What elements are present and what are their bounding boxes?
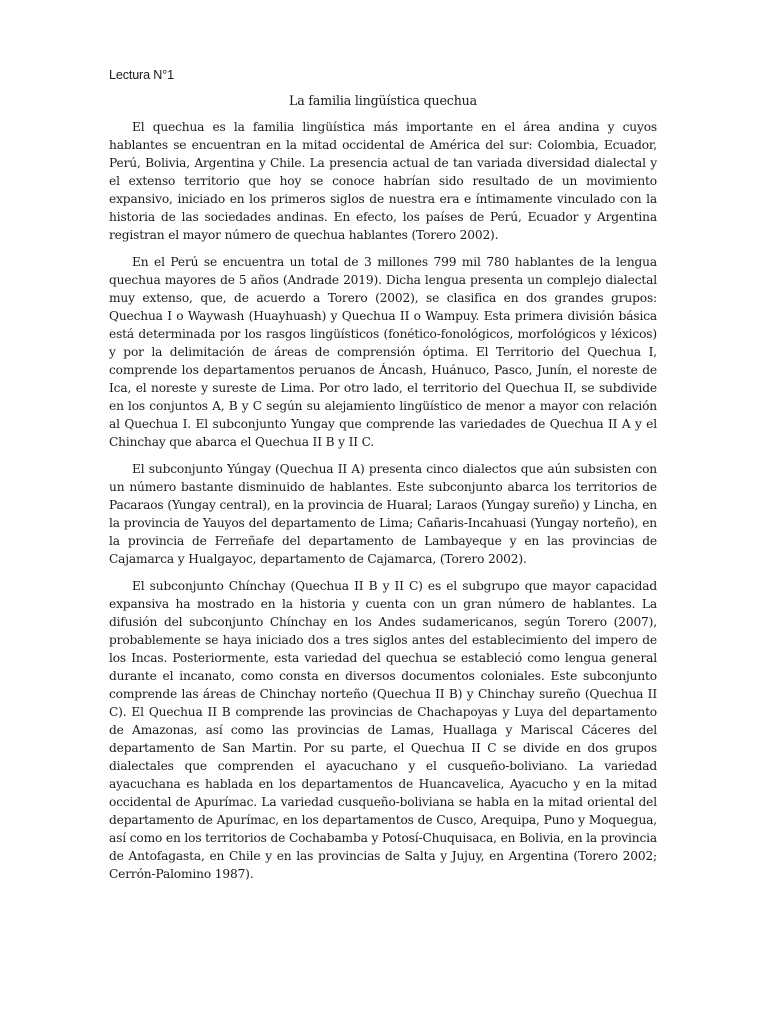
paragraph-1: El quechua es la familia lingüística más importante en el área andina y cuyos hablantes se encuentran en la mitad occidental de América del sur: Colombia, Ecuador, Perú, Bolivia, Argentina y Chile. La presencia actual de tan variada diversidad dialectal y el extenso territorio que hoy se conoce habrían sido resultado de un movimiento expansivo, iniciado en los primeros siglos de nuestra era e íntimamente vinculado con la historia de las sociedades andinas. En efecto, los países de Perú, Ecuador y Argentina registran el mayor número de quechua hablantes (Torero 2002). — [109, 120, 657, 242]
document-title: La familia lingüística quechua — [289, 93, 477, 108]
document-body — [109, 66, 657, 892]
paragraph-2: En el Perú se encuentra un total de 3 millones 799 mil 780 hablantes de la lengua quechua mayores de 5 años (Andrade 2019). Dicha lengua presenta un complejo dialectal muy extenso, que, de acuerdo a Torero (2002), se clasifica en dos grandes grupos: Quechua I o Waywash (Huayhuash) y Quechua II o Wampuy. Esta primera división básica está determinada por los rasgos lingüísticos (fonético-fonológicos, morfológicos y léxicos) y por la delimitación de áreas de comprensión óptima. El Territorio del Quechua I, comprende los departamentos peruanos de Áncash, Huánuco, Pasco, Junín, el noreste de Ica, el noreste y sureste de Lima. Por otro lado, el territorio del Quechua II, se subdivide en los conjuntos A, B y C según su alejamiento lingüístico de menor a mayor con relación al Quechua I. El subconjunto Yungay que comprende las variedades de Quechua II A y el Chinchay que abarca el Quechua II B y II C. — [109, 255, 657, 449]
paragraph-3: El subconjunto Yúngay (Quechua II A) presenta cinco dialectos que aún subsisten con un número bastante disminuido de hablantes. Este subconjunto abarca los territorios de Pacaraos (Yungay central), en la provincia de Huaral; Laraos (Yungay sureño) y Lincha, en la provincia de Yauyos del departamento de Lima; Cañaris-Incahuasi (Yungay norteño), en la provincia de Ferreñafe del departamento de Lambayeque y en las provincias de Cajamarca y Hualgayoc, departamento de Cajamarca, (Torero 2002). — [109, 462, 657, 566]
paragraph-4: El subconjunto Chínchay (Quechua II B y II C) es el subgrupo que mayor capacidad expansiva ha mostrado en la historia y cuenta con un gran número de hablantes. La difusión del subconjunto Chínchay en los Andes sudamericanos, según Torero (2007), probablemente se haya iniciado dos a tres siglos antes del establecimiento del impero de los Incas. Posteriormente, esta variedad del quechua se estableció como lengua general durante el incanato, como consta en diversos documentos coloniales. Este subconjunto comprende las áreas de Chinchay norteño (Quechua II B) y Chinchay sureño (Quechua II C). El Quechua II B comprende las provincias de Chachapoyas y Luya del departamento de Amazonas, así como las provincias de Lamas, Huallaga y Mariscal Cáceres del departamento de San Martin. Por su parte, el Quechua II C se divide en dos grupos dialectales que comprenden el ayacuchano y el cusqueño-boliviano. La variedad ayacuchana es hablada en los departamentos de Huancavelica, Ayacucho y en la mitad occidental de Apurímac. La variedad cusqueño-boliviana se habla en la mitad oriental del departamento de Apurímac, en los departamentos de Cusco, Arequipa, Puno y Moquegua, así como en los territorios de Cochabamba y Potosí-Chuquisaca, en Bolivia, en la provincia de Antofagasta, en Chile y en las provincias de Salta y Jujuy, en Argentina (Torero 2002; Cerrón-Palomino 1987). — [109, 579, 657, 881]
reading-label: Lectura N°1 — [109, 68, 174, 82]
